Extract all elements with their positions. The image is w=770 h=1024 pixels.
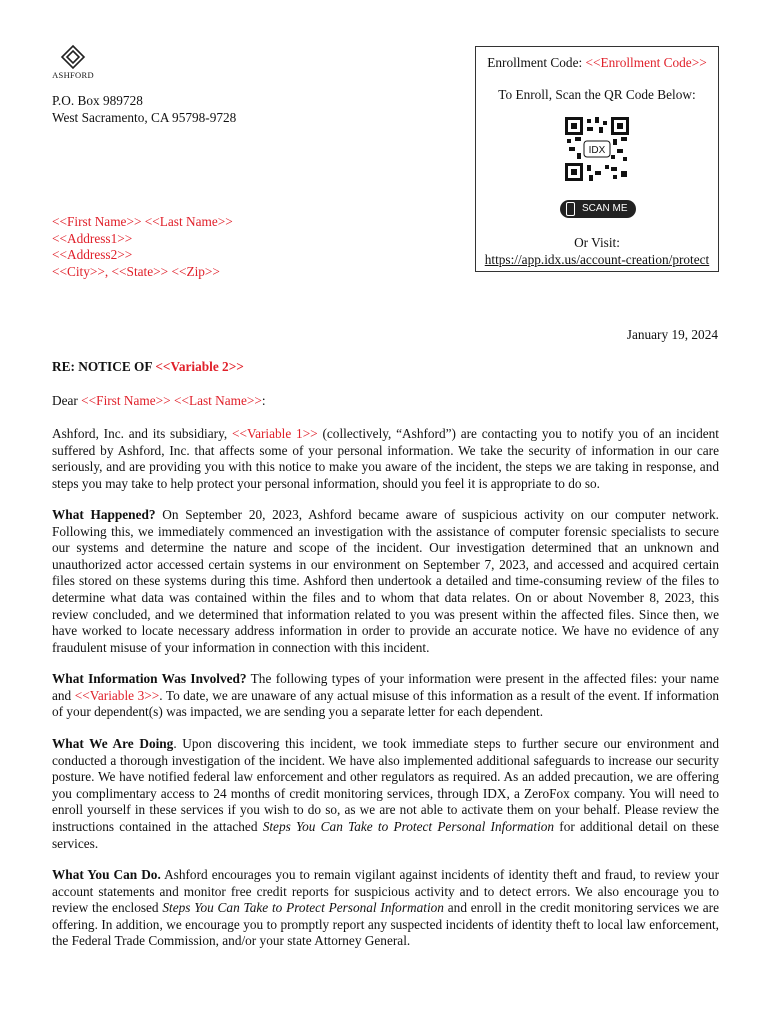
enrollment-code-label: Enrollment Code: <box>487 55 586 70</box>
enrollment-url-link[interactable]: https://app.idx.us/account-creation/protect <box>484 252 710 267</box>
what-we-are-doing-text-b: for additional detail on these services. <box>52 818 719 851</box>
intro-text-b: (collectively, “Ashford”) are contacting you to notify you of an incident suffered by Ashford, Inc. that affects some of your personal information. We take the security of information in our care seriously, and are providing you with this notice to make you aware of the incident, the steps we are taking in response, and steps you may take to help protect your personal information, should you feel it is appropriate to do so. <box>52 426 719 491</box>
recipient-address <box>52 214 233 280</box>
what-information-text-a: The following types of your information were present in the affected files: your name and <box>52 671 719 703</box>
ashford-logo <box>48 44 98 84</box>
what-happened-text: On September 20, 2023, Ashford became aware of suspicious activity on our computer network. Following this, we immediately commenced an investigation with the assistance of computer forensic specialists to secure our systems and determine the nature and scope of the incident. Our investigation determined that an unknown and unauthorized actor accessed certain systems in our environment on September 7, 2023, and accessed and acquired certain files stored on these systems during this time. Ashford then undertook a detailed and time-consuming review of the files to determine what data was contained within the files and to whom that data relates. On or about November 8, 2023, this review concluded, and we determined that information related to you was present within the affected files. Since then, we have worked to locate necessary address information in order to provide an accurate notice. We have no evidence of any fraudulent misuse of your information in connection with this incident. <box>52 507 719 655</box>
what-information-heading: What Information Was Involved? <box>52 671 247 686</box>
re-prefix: RE: NOTICE OF <box>52 359 156 374</box>
what-information-variable: <<Variable 3>> <box>74 687 160 703</box>
enrollment-box <box>475 46 719 272</box>
what-information-text-b: . To date, we are unaware of any actual misuse of this information as a result of the event. If information of your dependent(s) was impacted, we are sending you a separate letter for each dependent. <box>52 687 719 720</box>
scan-instruction: To Enroll, Scan the QR Code Below: <box>498 87 696 102</box>
what-we-are-doing-italic: Steps You Can Take to Protect Personal Information <box>262 818 555 834</box>
qr-center-label: IDX <box>588 145 606 156</box>
ashford-diamond-logo-icon <box>48 44 98 70</box>
what-we-are-doing-paragraph <box>52 736 719 852</box>
what-you-can-do-text-b: and enroll in the credit monitoring services we are offering. In addition, we encourage you to promptly report any suspected incidents of identity theft to local law enforcement, the Federal Trade Commission, and/or your state Attorney General. <box>52 900 719 949</box>
re-line <box>52 359 244 375</box>
phone-icon <box>566 202 575 216</box>
salutation <box>52 393 266 409</box>
return-address-line1: P.O. Box 989728 <box>52 93 143 108</box>
what-happened-paragraph <box>52 507 719 656</box>
qr-code-icon[interactable] <box>565 117 629 181</box>
return-address <box>52 92 236 126</box>
logo-wordmark: ASHFORD <box>52 70 94 80</box>
scan-me-label: SCAN ME <box>582 203 628 214</box>
salutation-suffix: : <box>261 393 266 408</box>
what-happened-heading: What Happened? <box>52 507 156 522</box>
re-variable: <<Variable 2>> <box>155 359 244 374</box>
salutation-prefix: Dear <box>52 393 82 408</box>
return-address-line2: West Sacramento, CA 95798-9728 <box>52 110 237 125</box>
what-information-paragraph <box>52 671 719 721</box>
recipient-city-state-zip: <<City>>, <<State>> <<Zip>> <box>52 263 220 279</box>
intro-text-a: Ashford, Inc. and its subsidiary, <box>52 426 232 441</box>
enrollment-code <box>476 55 718 71</box>
recipient-address2: <<Address2>> <box>52 247 133 263</box>
what-we-are-doing-text-a: . Upon discovering this incident, we took immediate steps to further secure our environment and conducted a thorough investigation of the incident. We have also implemented additional safeguards to increase our security posture. We have notified federal law enforcement and other regulators as required. As an added precaution, we are offering you complimentary access to 24 months of credit monitoring services, through IDX, a ZeroFox company. You will need to enroll yourself in these services if you wish to do so, as we are not able to activate them on your behalf. Please review the instructions contained in the attached <box>52 736 719 834</box>
intro-paragraph <box>52 426 719 492</box>
what-you-can-do-italic: Steps You Can Take to Protect Personal Information <box>162 900 444 916</box>
what-you-can-do-paragraph <box>52 867 719 950</box>
salutation-name: <<First Name>> <<Last Name>> <box>81 393 262 408</box>
recipient-name: <<First Name>> <<Last Name>> <box>52 214 233 229</box>
letter-date: January 19, 2024 <box>626 327 718 342</box>
scan-me-badge <box>560 200 636 218</box>
enrollment-code-value: <<Enrollment Code>> <box>585 55 707 70</box>
intro-variable: <<Variable 1>> <box>231 426 318 441</box>
what-you-can-do-text-a: Ashford encourages you to remain vigilant against incidents of identity theft and fraud, to review your account statements and monitor free credit reports for suspicious activity and to detect errors. We also encourage you to review the enclosed <box>52 867 719 916</box>
visit-label: Or Visit: <box>574 235 620 250</box>
what-we-are-doing-heading: What We Are Doing <box>52 736 174 751</box>
what-you-can-do-heading: What You Can Do. <box>52 867 161 882</box>
recipient-address1: <<Address1>> <box>52 230 133 246</box>
